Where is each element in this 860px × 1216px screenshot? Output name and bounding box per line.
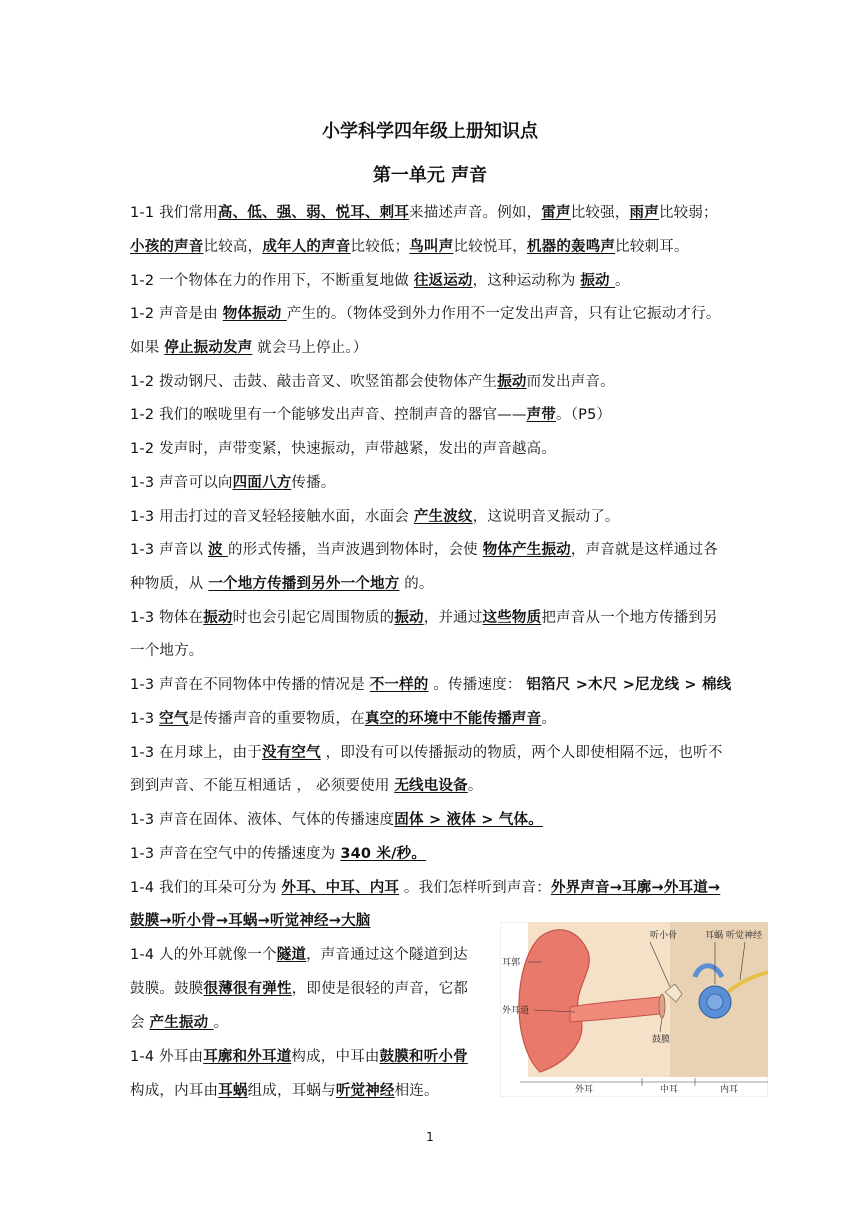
key-term: 一个地方传播到另外一个地方 [208,576,400,592]
text-segment: 种物质，从 [130,576,209,592]
text-line [130,1013,490,1033]
label-middle-ear: 中耳 [660,1085,679,1095]
text-segment: ，即使是很轻的声音，它都 [291,981,469,997]
text-segment: 比较强， [570,205,630,221]
key-term: 声带 [526,407,556,423]
text-line [130,338,770,358]
text-line [130,203,770,223]
text-line [130,878,770,898]
text-segment: 传播。 [291,475,336,491]
text-segment: 就会马上停止。） [252,340,368,356]
key-term: 成年人的声音 [262,239,351,255]
text-segment: 1-3 声音在不同物体中传播的情况是 [130,677,370,693]
text-segment: 构成，中耳由 [291,1049,380,1065]
text-segment: 比较刺耳。 [615,239,689,255]
key-term: 高、低、强、弱、悦耳、刺耳 [217,205,410,221]
text-segment: 。传播速度： [428,677,527,693]
text-line [130,1081,490,1101]
text-segment: 产生的。（物体受到外力作用不一定发出声音，只有让它振动才行。 [286,306,721,322]
text-segment: 1-2 拨动钢尺、击鼓、敲击音叉、吹竖笛都会使物体产生 [130,374,498,390]
label-auricle: 耳郭 [502,958,521,968]
text-line [130,844,770,864]
text-segment: 时也会引起它周围物质的 [232,610,395,626]
text-segment: 1-3 声音在固体、液体、气体的传播速度 [130,812,395,828]
key-term: 停止振动发声 [164,340,253,356]
text-segment: ，即没有可以传播振动的物质，两个人即使相隔不远，也听不 [320,745,723,761]
text-line [130,237,770,257]
text-line [130,810,770,830]
key-term: 真空的环境中不能传播声音 [364,711,542,727]
text-line [130,372,770,392]
key-term: 雷声 [541,205,571,221]
label-ossicles: 听小骨 [650,931,678,941]
key-term: 空气 [159,711,189,727]
text-segment: 。 [541,711,557,727]
key-term: 产生振动 [149,1015,214,1031]
text-line [130,271,770,291]
text-line [130,641,770,661]
key-term: 340 米/秒。 [340,846,427,862]
page-title: 小学科学四年级上册知识点 [322,121,538,142]
text-segment: 。 [615,273,630,289]
text-segment: 比较低； [350,239,410,255]
key-term: 往返运动 [413,273,473,289]
key-term: 隧道 [276,947,307,963]
text-line [130,675,770,695]
text-segment: 。 [467,778,483,794]
text-segment: 相连。 [394,1083,439,1099]
unit-title: 第一单元 声音 [372,165,488,186]
key-term: 耳蜗 [218,1083,248,1099]
text-segment: 1-3 声音以 [130,542,209,558]
key-term: 小孩的声音 [130,239,204,255]
text-segment: 1-3 在月球上，由于 [130,745,262,761]
text-segment: 1-4 我们的耳朵可分为 [130,880,282,896]
key-term: 耳廓和外耳道 [203,1049,292,1065]
label-canal: 外耳道 [502,1006,530,1016]
text-line [130,608,770,628]
label-eardrum: 鼓膜 [652,1035,671,1045]
text-segment: ，这种运动称为 [472,273,581,289]
key-term: 无线电设备 [394,778,468,794]
text-segment: 1-3 [130,711,160,727]
key-term: 鼓膜和听小骨 [379,1049,468,1065]
text-segment: ，这说明音叉振动了。 [472,509,620,525]
text-segment: ，并通过 [423,610,483,626]
key-term: 物体产生振动 [482,542,571,558]
text-segment: 是传播声音的重要物质，在 [188,711,365,727]
text-segment: 鼓膜。鼓膜 [130,981,204,997]
text-segment: 1-2 我们的喉咙里有一个能够发出声音、控制声音的器官—— [130,407,527,423]
key-term: 产生波纹 [413,509,473,525]
text-segment: 比较弱； [658,205,718,221]
key-term: 外耳、中耳、内耳 [281,880,400,896]
key-term: 很薄很有弹性 [203,981,292,997]
text-segment: 1-2 发声时，声带变紧，快速振动，声带越紧，发出的声音越高。 [130,441,556,457]
key-term: 振动 [203,610,233,626]
text-segment: 1-3 声音在空气中的传播速度为 [130,846,341,862]
text-segment: 。（P5） [556,407,612,423]
text-segment: 把声音从一个地方传播到另 [541,610,718,626]
text-segment: 而发出声音。 [526,374,615,390]
key-term: 听觉神经 [335,1083,395,1099]
text-line [130,1047,490,1067]
key-term: 固体 > 液体 > 气体。 [394,812,543,828]
text-segment: 铝箔尺 >木尺 >尼龙线 > 棉线 [526,677,732,693]
text-segment: 1-1 我们常用 [130,205,218,221]
key-term: 振动 [580,273,615,289]
key-term: 波 [208,542,228,558]
text-segment: 来描述声音。例如， [409,205,542,221]
text-segment: 1-2 声音是由 [130,306,223,322]
text-line [130,709,770,729]
text-line [130,405,770,425]
text-segment: 一个地方。 [130,643,204,659]
text-segment: ，声音通过这个隧道到达 [306,947,468,963]
text-segment: 。 [213,1015,229,1031]
text-line [130,439,770,459]
text-segment: 如果 [130,340,165,356]
text-segment: 的形式传播，当声波遇到物体时，会使 [227,542,483,558]
label-outer-ear: 外耳 [575,1085,594,1095]
ear-diagram [500,922,768,1097]
text-line [130,473,770,493]
text-segment: 。我们怎样听到声音： [399,880,551,896]
text-line [130,540,770,560]
text-line [130,743,770,763]
page-number: 1 [426,1130,434,1144]
text-segment: 比较高， [203,239,263,255]
text-line [130,979,490,999]
key-term: 四面八方 [232,475,292,491]
text-segment: 1-3 用击打过的音叉轻轻接触水面，水面会 [130,509,414,525]
key-term: 物体振动 [222,306,287,322]
eardrum-shape [659,994,665,1018]
text-segment: ，声音就是这样通过各 [570,542,718,558]
key-term: 振动 [497,374,527,390]
text-segment: 1-3 物体在 [130,610,204,626]
text-line [130,304,770,324]
text-segment: 1-4 外耳由 [130,1049,204,1065]
text-segment: 1-2 一个物体在力的作用下，不断重复地做 [130,273,414,289]
text-segment: 构成，内耳由 [130,1083,219,1099]
label-nerve: 听觉神经 [726,931,763,941]
text-line [130,507,770,527]
key-term: 机器的轰鸣声 [526,239,616,255]
key-term: 这些物质 [482,610,542,626]
key-term: 鸟叫声 [409,239,454,255]
text-segment: 到到声音、不能互相通话 ， 必须要使用 [130,778,395,794]
text-segment: 1-4 人的外耳就像一个 [130,947,277,963]
text-segment: 1-3 声音可以向 [130,475,233,491]
key-term: 鼓膜→听小骨→耳蜗→听觉神经→大脑 [130,913,371,929]
label-cochlea: 耳蜗 [705,931,724,941]
text-segment: 组成，耳蜗与 [247,1083,336,1099]
key-term: 振动 [394,610,424,626]
text-line [130,574,770,594]
text-segment: 会 [130,1015,150,1031]
text-line [130,776,770,796]
text-segment: 的。 [399,576,434,592]
key-term: 没有空气 [262,745,321,761]
text-line [130,945,490,965]
label-inner-ear: 内耳 [720,1085,739,1095]
key-term: 不一样的 [369,677,429,693]
key-term: 外界声音→耳廓→外耳道→ [550,880,721,896]
text-segment: 比较悦耳， [453,239,527,255]
key-term: 雨声 [629,205,659,221]
